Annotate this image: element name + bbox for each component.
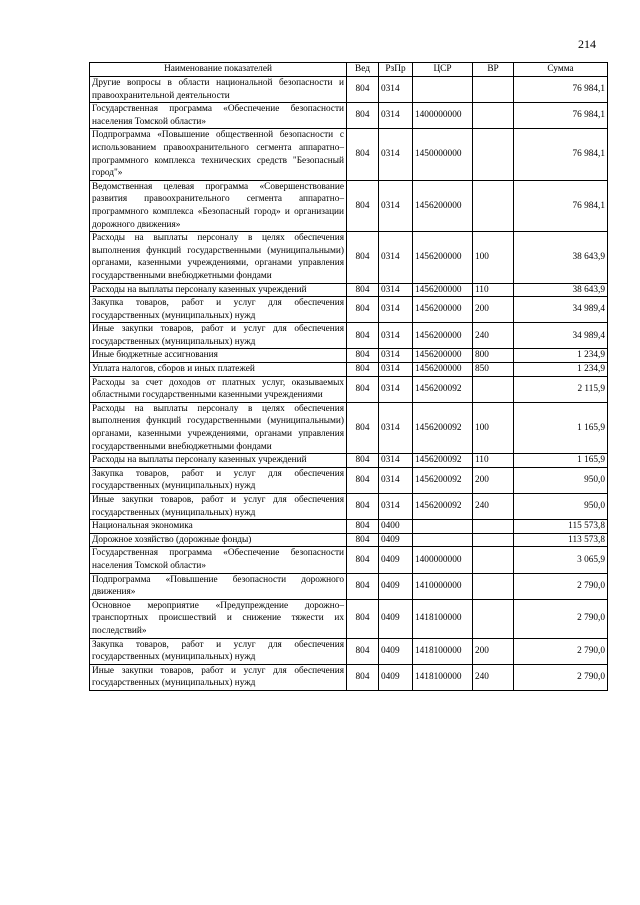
cell-name: Государственная программа «Обеспечение безопасности населения Томской области» [90, 103, 347, 129]
table-row [90, 520, 608, 534]
cell-rzpr: 0409 [379, 533, 413, 547]
cell-ved: 804 [347, 664, 379, 690]
cell-sum: 76 984,1 [514, 103, 608, 129]
cell-rzpr: 0314 [379, 103, 413, 129]
cell-name: Дорожное хозяйство (дорожные фонды) [90, 533, 347, 547]
cell-ved: 804 [347, 402, 379, 453]
cell-vr [473, 180, 514, 231]
cell-csr: 1456200092 [413, 467, 473, 493]
cell-rzpr: 0314 [379, 467, 413, 493]
cell-rzpr: 0409 [379, 664, 413, 690]
cell-ved: 804 [347, 599, 379, 638]
cell-name: Ведомственная целевая программа «Совершенствование развития правоохранительного сегмента аппаратно–программного комплекса «Безопасный город» и организации дорожного движения» [90, 180, 347, 231]
cell-rzpr: 0314 [379, 454, 413, 468]
cell-sum: 34 989,4 [514, 323, 608, 349]
table-row [90, 467, 608, 493]
cell-ved: 804 [347, 376, 379, 402]
cell-rzpr: 0409 [379, 573, 413, 599]
header-rzpr: РзПр [379, 63, 413, 77]
table-row [90, 599, 608, 638]
cell-vr [473, 103, 514, 129]
cell-csr: 1456200000 [413, 297, 473, 323]
cell-rzpr: 0314 [379, 297, 413, 323]
cell-sum: 1 234,9 [514, 363, 608, 377]
cell-name: Другие вопросы в области национальной безопасности и правоохранительной деятельности [90, 77, 347, 103]
cell-rzpr: 0314 [379, 349, 413, 363]
table-row [90, 180, 608, 231]
cell-name: Расходы на выплаты персоналу казенных учреждений [90, 283, 347, 297]
cell-ved: 804 [347, 129, 379, 180]
header-csr: ЦСР [413, 63, 473, 77]
cell-sum: 38 643,9 [514, 232, 608, 283]
cell-csr: 1456200092 [413, 494, 473, 520]
cell-ved: 804 [347, 494, 379, 520]
table-row [90, 547, 608, 573]
cell-name: Расходы за счет доходов от платных услуг, оказываемых областными государственными казенными учреждениями [90, 376, 347, 402]
header-name: Наименование показателей [90, 63, 347, 77]
cell-sum: 950,0 [514, 494, 608, 520]
cell-csr: 1400000000 [413, 103, 473, 129]
cell-rzpr: 0314 [379, 129, 413, 180]
cell-name: Иные закупки товаров, работ и услуг для обеспечения государственных (муниципальных) нужд [90, 323, 347, 349]
cell-sum: 2 790,0 [514, 638, 608, 664]
cell-ved: 804 [347, 323, 379, 349]
cell-ved: 804 [347, 533, 379, 547]
cell-name: Закупка товаров, работ и услуг для обеспечения государственных (муниципальных) нужд [90, 638, 347, 664]
cell-rzpr: 0314 [379, 402, 413, 453]
cell-csr [413, 520, 473, 534]
table-header-row [90, 63, 608, 77]
cell-csr [413, 533, 473, 547]
table-row [90, 454, 608, 468]
cell-sum: 76 984,1 [514, 180, 608, 231]
cell-sum: 950,0 [514, 467, 608, 493]
cell-name: Расходы на выплаты персоналу в целях обеспечения выполнения функций государственными (муниципальными) органами, казенными учреждениями, органами управления государственными внебюджетными фондами [90, 402, 347, 453]
cell-name: Национальная экономика [90, 520, 347, 534]
table-row [90, 297, 608, 323]
cell-sum: 2 115,9 [514, 376, 608, 402]
cell-rzpr: 0314 [379, 77, 413, 103]
cell-csr: 1456200092 [413, 402, 473, 453]
table-row [90, 77, 608, 103]
cell-rzpr: 0314 [379, 494, 413, 520]
cell-ved: 804 [347, 547, 379, 573]
cell-vr: 200 [473, 297, 514, 323]
table-row [90, 363, 608, 377]
cell-csr: 1456200000 [413, 363, 473, 377]
cell-csr [413, 77, 473, 103]
table-body [90, 77, 608, 691]
table-row [90, 494, 608, 520]
table-row [90, 664, 608, 690]
header-vr: ВР [473, 63, 514, 77]
cell-name: Государственная программа «Обеспечение безопасности населения Томской области» [90, 547, 347, 573]
cell-csr: 1456200000 [413, 283, 473, 297]
cell-sum: 1 234,9 [514, 349, 608, 363]
cell-vr: 110 [473, 454, 514, 468]
cell-vr [473, 376, 514, 402]
cell-vr [473, 573, 514, 599]
cell-csr: 1450000000 [413, 129, 473, 180]
cell-sum: 76 984,1 [514, 129, 608, 180]
cell-ved: 804 [347, 77, 379, 103]
table-row [90, 129, 608, 180]
table-row [90, 349, 608, 363]
cell-vr: 850 [473, 363, 514, 377]
cell-vr: 200 [473, 638, 514, 664]
cell-name: Подпрограмма «Повышение безопасности дорожного движения» [90, 573, 347, 599]
table-row [90, 283, 608, 297]
cell-name: Подпрограмма «Повышение общественной безопасности с использованием правоохранительного сегмента аппаратно–программного комплекса технических средств "Безопасный город"» [90, 129, 347, 180]
cell-csr: 1456200000 [413, 180, 473, 231]
cell-csr: 1456200000 [413, 323, 473, 349]
cell-vr [473, 533, 514, 547]
cell-sum: 115 573,8 [514, 520, 608, 534]
cell-sum: 38 643,9 [514, 283, 608, 297]
cell-sum: 1 165,9 [514, 454, 608, 468]
cell-sum: 3 065,9 [514, 547, 608, 573]
cell-rzpr: 0409 [379, 599, 413, 638]
cell-csr: 1418100000 [413, 638, 473, 664]
cell-ved: 804 [347, 638, 379, 664]
header-sum: Сумма [514, 63, 608, 77]
cell-ved: 804 [347, 297, 379, 323]
cell-name: Закупка товаров, работ и услуг для обеспечения государственных (муниципальных) нужд [90, 297, 347, 323]
cell-sum: 1 165,9 [514, 402, 608, 453]
cell-csr: 1400000000 [413, 547, 473, 573]
cell-csr: 1456200092 [413, 454, 473, 468]
cell-name: Закупка товаров, работ и услуг для обеспечения государственных (муниципальных) нужд [90, 467, 347, 493]
cell-rzpr: 0400 [379, 520, 413, 534]
cell-ved: 804 [347, 283, 379, 297]
cell-vr [473, 599, 514, 638]
table-row [90, 232, 608, 283]
table-row [90, 573, 608, 599]
cell-vr: 800 [473, 349, 514, 363]
cell-ved: 804 [347, 103, 379, 129]
cell-vr: 100 [473, 402, 514, 453]
cell-name: Уплата налогов, сборов и иных платежей [90, 363, 347, 377]
cell-rzpr: 0409 [379, 638, 413, 664]
cell-sum: 2 790,0 [514, 573, 608, 599]
cell-ved: 804 [347, 232, 379, 283]
cell-ved: 804 [347, 573, 379, 599]
table-row [90, 103, 608, 129]
cell-sum: 2 790,0 [514, 599, 608, 638]
cell-vr [473, 129, 514, 180]
cell-sum: 34 989,4 [514, 297, 608, 323]
cell-ved: 804 [347, 520, 379, 534]
cell-sum: 113 573,8 [514, 533, 608, 547]
cell-rzpr: 0409 [379, 547, 413, 573]
cell-name: Основное мероприятие «Предупреждение дорожно–транспортных происшествий и снижение тяжести их последствий» [90, 599, 347, 638]
cell-ved: 804 [347, 180, 379, 231]
cell-csr: 1418100000 [413, 664, 473, 690]
table-row [90, 402, 608, 453]
table-row [90, 533, 608, 547]
cell-vr: 240 [473, 323, 514, 349]
budget-table [89, 62, 608, 691]
cell-vr: 240 [473, 664, 514, 690]
cell-csr: 1418100000 [413, 599, 473, 638]
cell-vr: 200 [473, 467, 514, 493]
cell-sum: 76 984,1 [514, 77, 608, 103]
cell-csr: 1456200000 [413, 232, 473, 283]
cell-csr: 1456200000 [413, 349, 473, 363]
cell-name: Расходы на выплаты персоналу казенных учреждений [90, 454, 347, 468]
table-row [90, 638, 608, 664]
cell-vr [473, 520, 514, 534]
cell-rzpr: 0314 [379, 323, 413, 349]
header-ved: Вед [347, 63, 379, 77]
cell-vr: 240 [473, 494, 514, 520]
cell-ved: 804 [347, 363, 379, 377]
cell-name: Расходы на выплаты персоналу в целях обеспечения выполнения функций государственными (муниципальными) органами, казенными учреждениями, органами управления государственными внебюджетными фондами [90, 232, 347, 283]
cell-vr [473, 77, 514, 103]
cell-csr: 1410000000 [413, 573, 473, 599]
cell-rzpr: 0314 [379, 232, 413, 283]
cell-ved: 804 [347, 454, 379, 468]
cell-name: Иные бюджетные ассигнования [90, 349, 347, 363]
cell-rzpr: 0314 [379, 376, 413, 402]
cell-rzpr: 0314 [379, 283, 413, 297]
cell-vr [473, 547, 514, 573]
cell-rzpr: 0314 [379, 363, 413, 377]
cell-csr: 1456200092 [413, 376, 473, 402]
cell-ved: 804 [347, 349, 379, 363]
cell-vr: 100 [473, 232, 514, 283]
table-row [90, 376, 608, 402]
cell-ved: 804 [347, 467, 379, 493]
page-number: 214 [578, 37, 596, 51]
cell-name: Иные закупки товаров, работ и услуг для обеспечения государственных (муниципальных) нужд [90, 664, 347, 690]
cell-sum: 2 790,0 [514, 664, 608, 690]
cell-rzpr: 0314 [379, 180, 413, 231]
cell-vr: 110 [473, 283, 514, 297]
cell-name: Иные закупки товаров, работ и услуг для обеспечения государственных (муниципальных) нужд [90, 494, 347, 520]
table-row [90, 323, 608, 349]
